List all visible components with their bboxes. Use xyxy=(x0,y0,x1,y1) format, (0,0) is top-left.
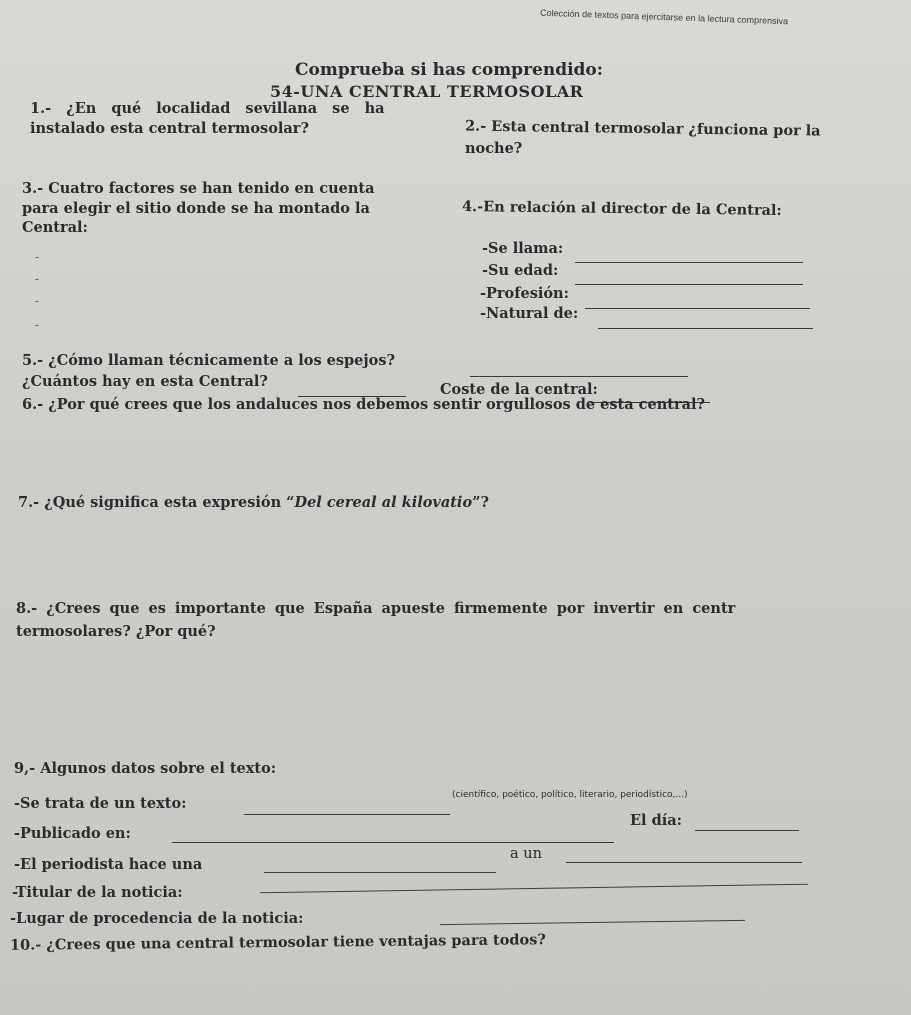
q9-lugar-label: -Lugar de procedencia de la noticia: xyxy=(10,910,304,927)
q4-field-age: -Su edad: xyxy=(482,262,559,279)
q9-intro: 9,- Algunos datos sobre el texto: xyxy=(14,760,277,777)
q9-periodista-line xyxy=(264,872,496,873)
q9-titular-label: -Titular de la noticia: xyxy=(12,884,183,901)
q10-question: 10.- ¿Crees que una central termosolar tiene ventajas para todos? xyxy=(9,931,546,954)
q4-field-name: -Se llama: xyxy=(482,240,564,257)
q1-line2: instalado esta central termosolar? xyxy=(30,120,309,137)
q9-lugar-line xyxy=(440,920,745,925)
q9-texto-label: -Se trata de un texto: xyxy=(14,795,187,812)
q9-texto-line xyxy=(244,814,450,815)
q3-blank-3: - xyxy=(35,294,40,308)
q4-age-line xyxy=(575,284,803,285)
q7-question: 7.- ¿Qué significa esta expresión “Del cereal al kilovatio”? xyxy=(18,494,489,511)
q9-dia-label: El día: xyxy=(630,812,683,829)
q9-titular-line xyxy=(260,884,808,894)
q9-aun-line xyxy=(566,862,802,863)
q8-line2: termosolares? ¿Por qué? xyxy=(16,623,216,640)
q6-question: 6.- ¿Por qué crees que los andaluces nos debemos sentir orgullosos de esta central? xyxy=(22,396,705,413)
q4-origin-line xyxy=(598,328,813,329)
q2-line1: 2.- Esta central termosolar ¿funciona por la xyxy=(464,117,821,140)
q4-profession-line xyxy=(585,308,810,309)
q5-line2b: Coste de la central: xyxy=(440,381,598,398)
q1-line1: 1.- ¿En qué localidad sevillana se ha xyxy=(30,100,385,117)
q4-intro: 4.-En relación al director de la Central: xyxy=(461,198,782,219)
q3-line2: para elegir el sitio donde se ha montado la xyxy=(22,200,370,217)
q9-dia-line xyxy=(695,830,799,831)
q4-field-origin: -Natural de: xyxy=(480,305,579,322)
worksheet-title: Comprueba si has comprendido: xyxy=(295,60,604,80)
q9-publicado-line xyxy=(172,842,614,843)
q5-line2a: ¿Cuántos hay en esta Central? xyxy=(22,373,268,390)
q3-line1: 3.- Cuatro factores se han tenido en cuenta xyxy=(22,180,375,197)
q3-blank-1: - xyxy=(35,250,40,264)
q9-publicado-label: -Publicado en: xyxy=(14,825,131,842)
q8-line1: 8.- ¿Crees que es importante que España apueste firmemente por invertir en centr xyxy=(16,600,736,617)
q5-mirrors-line xyxy=(470,376,688,377)
q3-blank-4: - xyxy=(35,318,40,332)
q9-periodista-label: -El periodista hace una xyxy=(14,856,203,873)
q2-line2: noche? xyxy=(465,140,523,157)
worksheet-subtitle: 54-UNA CENTRAL TERMOSOLAR xyxy=(270,82,584,101)
q9-aun-label: a un xyxy=(510,846,542,862)
q4-field-profession: -Profesión: xyxy=(480,285,569,302)
q4-name-line xyxy=(575,262,803,263)
q5-line1: 5.- ¿Cómo llaman técnicamente a los espejos? xyxy=(22,352,395,369)
q3-line3: Central: xyxy=(22,219,88,236)
header-note: Colección de textos para ejercitarse en la lectura comprensiva xyxy=(539,7,789,27)
q9-texto-hint: (científico, poético, político, literario, periodístico,...) xyxy=(452,790,688,800)
q3-blank-2: - xyxy=(35,272,40,286)
